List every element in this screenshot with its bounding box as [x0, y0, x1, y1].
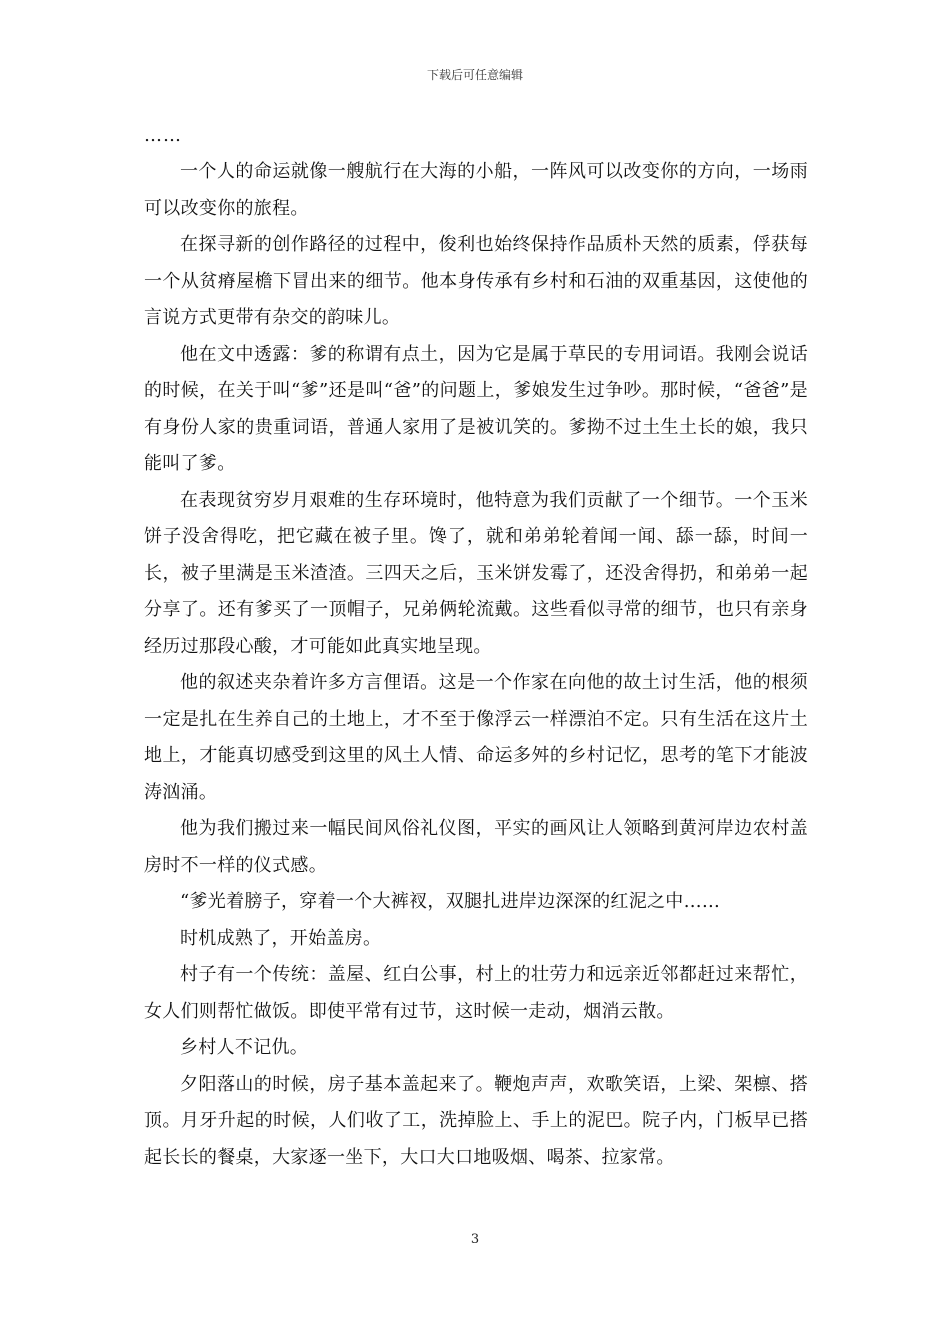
- page-number: 3: [470, 1232, 480, 1247]
- document-body: [144, 118, 808, 1176]
- paragraph-10: 乡村人不记仇。: [180, 1037, 309, 1058]
- paragraph-2: 在探寻新的创作路径的过程中，俊利也始终保持作品质朴天然的质素，俘获每一个从贫瘠屋檐下冒出来的细节。他本身传承有乡村和石油的双重基因，这使他的言说方式更带有杂交的韵味儿。: [144, 234, 808, 328]
- paragraph-4: 在表现贫穷岁月艰难的生存环境时，他特意为我们贡献了一个细节。一个玉米饼子没舍得吃，把它藏在被子里。馋了，就和弟弟轮着闻一闻、舔一舔，时间一长，被子里满是玉米渣渣。三四天之后，玉米饼发霉了，还没舍得扔，和弟弟一起分享了。还有爹买了一顶帽子，兄弟俩轮流戴。这些看似寻常的细节，也只有亲身经历过那段心酸，才可能如此真实地呈现。: [144, 489, 808, 657]
- paragraph-5: 他的叙述夹杂着许多方言俚语。这是一个作家在向他的故土讨生活，他的根须一定是扎在生养自己的土地上，才不至于像浮云一样漂泊不定。只有生活在这片土地上，才能真切感受到这里的风土人情、命运多舛的乡村记忆，思考的笔下才能波涛汹涌。: [144, 672, 808, 803]
- paragraph-9: 村子有一个传统：盖屋、红白公事，村上的壮劳力和远亲近邻都赶过来帮忙，女人们则帮忙做饭。即使平常有过节，这时候一走动，烟消云散。: [144, 964, 808, 1022]
- paragraph-11: 夕阳落山的时候，房子基本盖起来了。鞭炮声声，欢歌笑语，上梁、架檩、搭顶。月牙升起的时候，人们收了工，洗掉脸上、手上的泥巴。院子内，门板早已搭起长长的餐桌，大家逐一坐下，大口大口地吸烟、喝茶、拉家常。: [144, 1073, 808, 1168]
- paragraph-7: “爹光着膀子，穿着一个大裤衩，双腿扎进岸边深深的红泥之中……: [180, 891, 721, 912]
- paragraph-3: 他在文中透露：爹的称谓有点土，因为它是属于草民的专用词语。我刚会说话的时候，在关于叫“爹”还是叫“爸”的问题上，爹娘发生过争吵。那时候，“爸爸”是有身份人家的贵重词语，普通人家用了是被讥笑的。爹拗不过土生土长的娘，我只能叫了爹。: [144, 343, 808, 474]
- paragraph-8: 时机成熟了，开始盖房。: [180, 927, 382, 949]
- page-header: 下载后可任意编辑: [426, 68, 523, 82]
- leading-ellipsis: ……: [144, 125, 182, 146]
- paragraph-6: 他为我们搬过来一幅民间风俗礼仪图，平实的画风让人领略到黄河岸边农村盖房时不一样的仪式感。: [144, 818, 808, 876]
- paragraph-1: 一个人的命运就像一艘航行在大海的小船，一阵风可以改变你的方向，一场雨可以改变你的旅程。: [144, 161, 808, 219]
